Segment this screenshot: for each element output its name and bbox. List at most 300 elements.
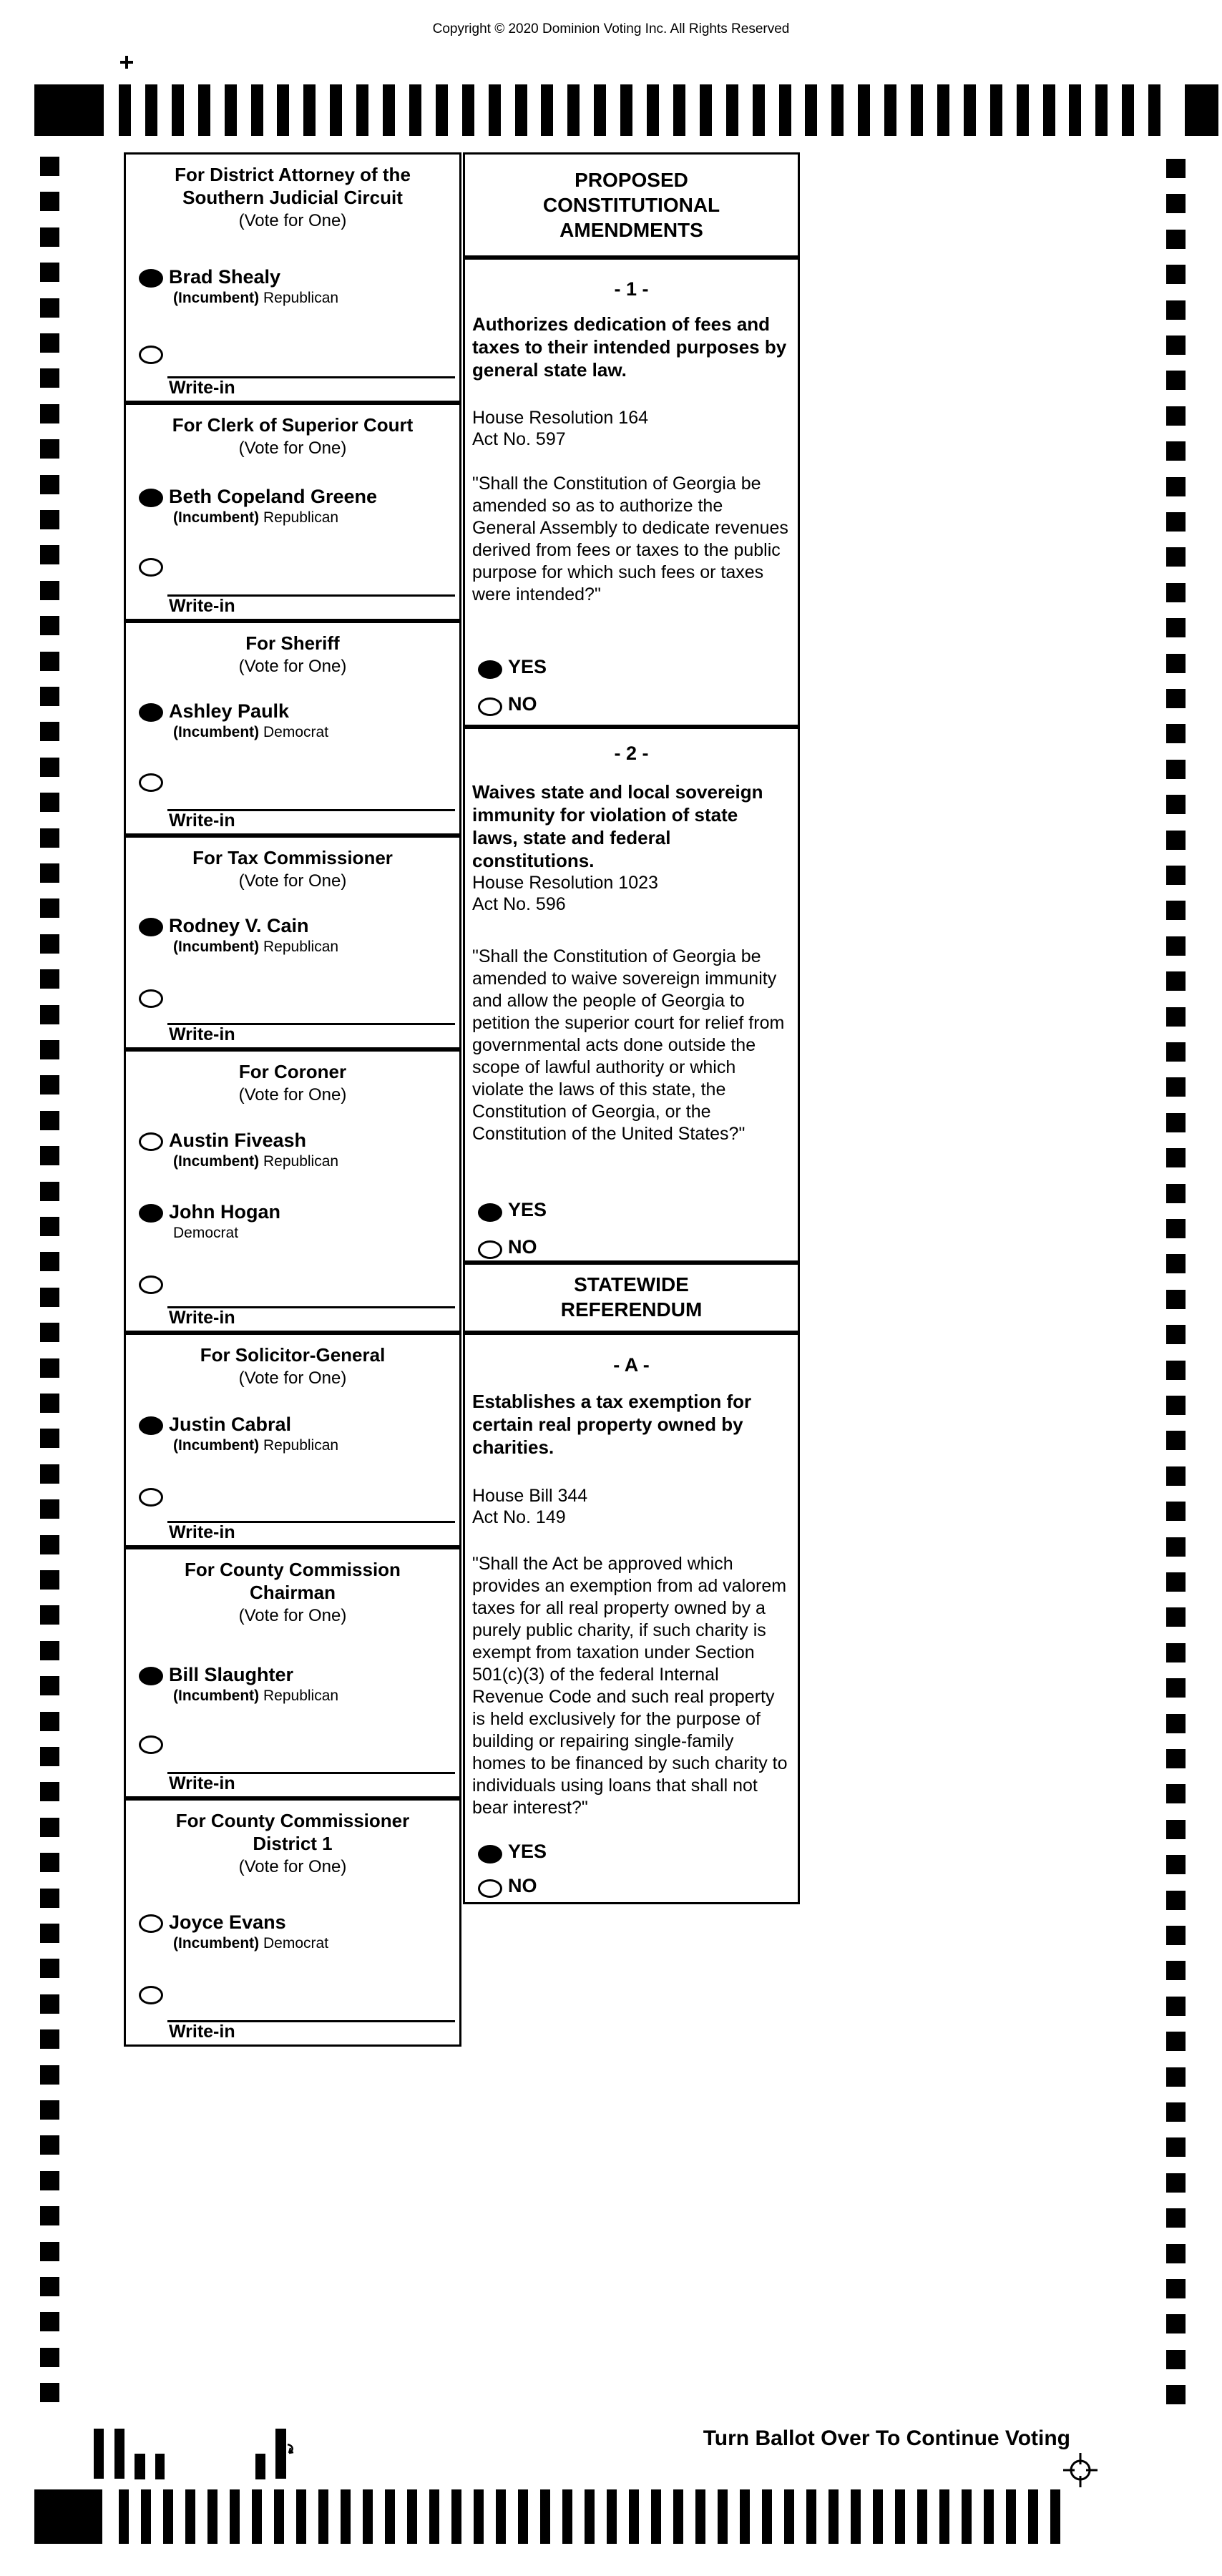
timing-mark-right: [1166, 1749, 1186, 1768]
timing-mark-bottom: [873, 2489, 883, 2544]
timing-mark-right: [1166, 1537, 1186, 1557]
timing-mark-left: [40, 1146, 59, 1165]
no-option: [465, 1875, 798, 1908]
candidate-detail: [173, 290, 338, 307]
timing-mark-left: [40, 475, 59, 494]
timing-mark-left: [40, 2135, 59, 2155]
contest-box: [124, 152, 461, 403]
timing-mark-top: [700, 84, 712, 136]
timing-block-top-right: [1185, 84, 1218, 136]
timing-mark-right: [1166, 1714, 1186, 1733]
timing-mark-top: [277, 84, 289, 136]
copyright-text: Copyright © 2020 Dominion Voting Inc. All Rights Reserved: [432, 21, 790, 36]
contest-box: [124, 1547, 461, 1798]
candidate-option: [126, 266, 459, 320]
timing-mark-left: [40, 439, 59, 459]
timing-mark-top: [567, 84, 580, 136]
timing-mark-bottom: [718, 2489, 728, 2544]
yes-label: YES: [508, 1199, 547, 1220]
plus-registration-mark: [120, 56, 133, 69]
vote-oval-filled[interactable]: [139, 703, 163, 722]
timing-mark-left: [40, 1005, 59, 1024]
candidate-detail: [173, 1153, 338, 1170]
timing-mark-right: [1166, 2067, 1186, 2087]
barcode-bar-short: [135, 2454, 145, 2479]
timing-mark-top: [726, 84, 738, 136]
timing-mark-bottom: [141, 2489, 151, 2544]
timing-mark-left: [40, 1994, 59, 2014]
timing-mark-right: [1166, 1396, 1186, 1415]
candidate-detail: [173, 1437, 338, 1454]
timing-mark-bottom: [363, 2489, 373, 2544]
timing-mark-top: [383, 84, 395, 136]
party-label: Democrat: [263, 1935, 329, 1951]
no-label: NO: [508, 693, 537, 715]
timing-mark-right: [1166, 1855, 1186, 1874]
timing-mark-right: [1166, 760, 1186, 779]
timing-mark-right: [1166, 901, 1186, 920]
crosshair-registration-icon: [1062, 2452, 1099, 2489]
timing-mark-right: [1166, 371, 1186, 390]
timing-mark-right: [1166, 1643, 1186, 1662]
timing-mark-left: [40, 1429, 59, 1448]
timing-mark-left: [40, 1040, 59, 1059]
timing-mark-left: [40, 263, 59, 282]
timing-mark-left: [40, 758, 59, 777]
timing-mark-right: [1166, 194, 1186, 213]
candidate-detail: [173, 939, 338, 956]
contest-title-line: District 1: [253, 1833, 333, 1854]
header-line: STATEWIDE: [574, 1273, 689, 1296]
timing-mark-bottom: [607, 2489, 617, 2544]
timing-mark-left: [40, 1217, 59, 1236]
vote-oval-filled[interactable]: [139, 269, 163, 288]
timing-mark-left: [40, 1464, 59, 1484]
candidate-name: Joyce Evans: [169, 1911, 286, 1933]
header-line: PROPOSED: [575, 169, 688, 191]
vote-oval-empty[interactable]: [139, 1132, 163, 1151]
timing-mark-right: [1166, 1891, 1186, 1910]
timing-mark-right: [1166, 1184, 1186, 1203]
yes-option: [465, 1199, 798, 1232]
measure-number: - 2 -: [614, 743, 649, 764]
contest-title: [129, 1343, 456, 1389]
no-label: NO: [508, 1875, 537, 1896]
vote-oval-filled[interactable]: [478, 660, 502, 679]
contest-box: [124, 621, 461, 836]
vote-oval-empty[interactable]: [139, 1488, 163, 1507]
timing-mark-left: [40, 333, 59, 353]
timing-mark-top: [198, 84, 210, 136]
timing-mark-top: [990, 84, 1002, 136]
contest-title-line: For County Commission: [185, 1559, 401, 1580]
timing-mark-right: [1166, 654, 1186, 673]
timing-mark-left: [40, 1535, 59, 1554]
vote-for-one-label: (Vote for One): [238, 871, 347, 891]
timing-mark-right: [1166, 547, 1186, 567]
timing-mark-top: [1122, 84, 1134, 136]
timing-mark-right: [1166, 336, 1186, 355]
timing-mark-bottom: [851, 2489, 861, 2544]
timing-mark-left: [40, 368, 59, 388]
timing-mark-left: [40, 828, 59, 848]
timing-mark-right: [1166, 1926, 1186, 1945]
vote-oval-empty[interactable]: [478, 697, 502, 716]
timing-mark-left: [40, 1889, 59, 1908]
header-line: AMENDMENTS: [559, 219, 703, 241]
party-label: Democrat: [173, 1225, 239, 1241]
contest-title: [129, 413, 456, 459]
contest-box: [124, 1049, 461, 1333]
timing-mark-right: [1166, 265, 1186, 284]
timing-mark-top: [884, 84, 896, 136]
vote-oval-empty[interactable]: [139, 1735, 163, 1754]
barcode-bar-short: [255, 2454, 265, 2479]
incumbent-label: (Incumbent): [173, 1935, 260, 1951]
timing-mark-bottom: [939, 2489, 949, 2544]
party-label: Republican: [263, 1153, 339, 1170]
no-option: [465, 693, 798, 726]
vote-oval-empty[interactable]: [139, 773, 163, 792]
timing-mark-bottom: [318, 2489, 328, 2544]
timing-mark-left: [40, 934, 59, 954]
timing-mark-bottom: [518, 2489, 528, 2544]
contest-title: [129, 846, 456, 892]
party-label: Republican: [263, 290, 339, 306]
timing-mark-left: [40, 1111, 59, 1130]
candidate-name: Bill Slaughter: [169, 1664, 294, 1685]
timing-mark-right: [1166, 1361, 1186, 1380]
header-line: CONSTITUTIONAL: [542, 194, 720, 216]
barcode-bar-tall: [114, 2429, 124, 2479]
vote-for-one-label: (Vote for One): [238, 657, 347, 676]
timing-mark-left: [40, 227, 59, 247]
contest-title-line: For District Attorney of the: [175, 164, 411, 185]
vote-oval-empty[interactable]: [478, 1879, 502, 1898]
incumbent-label: (Incumbent): [173, 724, 260, 740]
timing-mark-bottom: [163, 2489, 173, 2544]
contest-title-line: For Sheriff: [245, 632, 340, 654]
timing-mark-left: [40, 1747, 59, 1766]
timing-mark-bottom: [895, 2489, 905, 2544]
timing-mark-right: [1166, 2350, 1186, 2369]
referendum-header: [463, 1263, 800, 1333]
timing-mark-right: [1166, 1784, 1186, 1803]
timing-mark-right: [1166, 441, 1186, 461]
timing-mark-bottom: [496, 2489, 506, 2544]
timing-mark-left: [40, 1712, 59, 1731]
vote-oval-empty[interactable]: [139, 989, 163, 1008]
timing-mark-left: [40, 1182, 59, 1201]
timing-mark-right: [1166, 971, 1186, 991]
candidate-name: Rodney V. Cain: [169, 915, 309, 936]
writein-label: Write-in: [169, 1773, 235, 1793]
timing-mark-right: [1166, 1077, 1186, 1097]
measure-summary: Establishes a tax exemption for certain real property owned by charities.: [472, 1391, 752, 1458]
timing-mark-right: [1166, 1148, 1186, 1167]
timing-mark-left: [40, 1323, 59, 1342]
timing-mark-top: [937, 84, 949, 136]
candidate-name: John Hogan: [169, 1201, 280, 1223]
barcode-bar-short: [155, 2454, 165, 2479]
measure-summary: Authorizes dedication of fees and taxes to their intended purposes by general state law.: [472, 313, 787, 381]
timing-mark-left: [40, 1570, 59, 1590]
vote-oval-empty[interactable]: [139, 1275, 163, 1294]
measure-reference-line: House Bill 344: [472, 1486, 588, 1506]
timing-mark-right: [1166, 477, 1186, 496]
vote-for-one-label: (Vote for One): [238, 1857, 347, 1876]
timing-mark-right: [1166, 1042, 1186, 1062]
party-label: Republican: [263, 509, 339, 526]
measure-box: [463, 1333, 800, 1904]
timing-mark-right: [1166, 2244, 1186, 2263]
timing-mark-top: [858, 84, 870, 136]
measure-reference-line: House Resolution 1023: [472, 873, 658, 893]
candidate-option: [126, 700, 459, 755]
vote-oval-empty[interactable]: [139, 1914, 163, 1933]
party-label: Republican: [263, 939, 339, 955]
small-arrow-glyph: [285, 2444, 295, 2459]
no-label: NO: [508, 1236, 537, 1258]
timing-mark-left: [40, 1641, 59, 1660]
timing-mark-left: [40, 2383, 59, 2402]
candidate-detail: [173, 509, 338, 527]
timing-mark-right: [1166, 1431, 1186, 1450]
timing-mark-right: [1166, 159, 1186, 178]
timing-mark-top: [1017, 84, 1029, 136]
writein-label: Write-in: [169, 1308, 235, 1328]
timing-mark-bottom: [1006, 2489, 1016, 2544]
timing-mark-bottom: [1028, 2489, 1038, 2544]
timing-mark-right: [1166, 230, 1186, 249]
timing-mark-right: [1166, 936, 1186, 956]
timing-mark-top: [911, 84, 923, 136]
timing-mark-left: [40, 1605, 59, 1625]
timing-mark-bottom: [1050, 2489, 1060, 2544]
timing-mark-right: [1166, 1678, 1186, 1698]
yes-option: [465, 656, 798, 689]
timing-mark-top: [831, 84, 844, 136]
timing-mark-bottom: [274, 2489, 284, 2544]
timing-mark-top: [647, 84, 659, 136]
measure-question: "Shall the Constitution of Georgia be amended to waive sovereign immunity and allow the people of Georgia to petition the superior court for relief from governmental acts done outside the scope of lawful authority or which violate the laws of this state, the Constitution of Georgia, or the Constitution of the United States?": [472, 946, 785, 1144]
writein-label: Write-in: [169, 378, 235, 398]
timing-mark-bottom: [695, 2489, 705, 2544]
party-label: Democrat: [263, 724, 329, 740]
vote-oval-empty[interactable]: [139, 558, 163, 577]
turn-ballot-over-text: Turn Ballot Over To Continue Voting: [703, 2426, 1070, 2450]
timing-mark-bottom: [474, 2489, 484, 2544]
timing-mark-bottom: [828, 2489, 839, 2544]
timing-mark-right: [1166, 2208, 1186, 2228]
timing-mark-bottom: [740, 2489, 750, 2544]
measure-references: [472, 872, 788, 915]
timing-mark-left: [40, 1853, 59, 1872]
timing-mark-bottom: [784, 2489, 794, 2544]
candidate-name: Brad Shealy: [169, 266, 281, 288]
candidate-detail: [173, 1688, 338, 1705]
incumbent-label: (Incumbent): [173, 1688, 260, 1704]
header-line: REFERENDUM: [560, 1298, 703, 1321]
vote-oval-empty[interactable]: [139, 1986, 163, 2004]
timing-mark-right: [1166, 2137, 1186, 2157]
amendments-header-text: [468, 167, 795, 243]
timing-mark-top: [620, 84, 632, 136]
timing-mark-left: [40, 1358, 59, 1378]
timing-mark-right: [1166, 583, 1186, 602]
timing-mark-left: [40, 722, 59, 741]
timing-mark-bottom: [917, 2489, 927, 2544]
measure-reference-line: House Resolution 164: [472, 408, 648, 428]
contest-title: [129, 1060, 456, 1106]
timing-mark-top: [119, 84, 131, 136]
timing-mark-left: [40, 1959, 59, 1978]
timing-mark-left: [40, 1288, 59, 1307]
vote-for-one-label: (Vote for One): [238, 1085, 347, 1105]
timing-block-top-left: [34, 84, 104, 136]
contest-box: [124, 403, 461, 621]
party-label: Republican: [263, 1437, 339, 1454]
measure-question: "Shall the Act be approved which provides an exemption from ad valorem taxes for all real property owned by a purely public charity, if such charity is exempt from taxation under Section 501(c)(3) of the federal Internal Revenue Code and such real property is held exclusively for the purpose of building or repairing single-family homes to be financed by such charity to individuals using loans that shall not bear interest?": [472, 1554, 788, 1818]
timing-mark-left: [40, 1394, 59, 1413]
contest-title-line: Southern Judicial Circuit: [182, 187, 403, 208]
timing-mark-top: [1069, 84, 1081, 136]
incumbent-label: (Incumbent): [173, 509, 260, 526]
measure-references: [472, 407, 788, 450]
timing-mark-top: [1095, 84, 1108, 136]
timing-mark-left: [40, 2171, 59, 2190]
writein-label: Write-in: [169, 1522, 235, 1542]
timing-mark-right: [1166, 1290, 1186, 1309]
contest-box: [124, 836, 461, 1049]
contest-title-line: Chairman: [250, 1582, 336, 1603]
candidate-option: [126, 1664, 459, 1718]
timing-mark-top: [541, 84, 553, 136]
candidate-option: [126, 1416, 459, 1468]
measure-number: - 1 -: [614, 278, 649, 300]
candidate-detail: [173, 1935, 328, 1952]
candidate-option: [126, 1911, 459, 1966]
timing-mark-right: [1166, 512, 1186, 532]
timing-mark-right: [1166, 1113, 1186, 1132]
timing-mark-top: [172, 84, 184, 136]
candidate-option: [126, 915, 459, 969]
timing-mark-top: [1043, 84, 1055, 136]
timing-mark-bottom: [429, 2489, 439, 2544]
timing-mark-bottom: [207, 2489, 217, 2544]
timing-mark-bottom: [673, 2489, 683, 2544]
timing-mark-bottom: [984, 2489, 994, 2544]
timing-mark-top: [964, 84, 976, 136]
timing-mark-top: [805, 84, 817, 136]
timing-mark-right: [1166, 689, 1186, 708]
measure-question: "Shall the Constitution of Georgia be amended so as to authorize the General Assembly to dedicate revenues derived from fees or taxes to the public purpose for which such fees or taxes were intended?": [472, 474, 788, 604]
barcode-bar-tall: [275, 2429, 286, 2479]
timing-mark-bottom: [119, 2489, 129, 2544]
timing-mark-left: [40, 1924, 59, 1943]
timing-mark-left: [40, 2242, 59, 2261]
vote-for-one-label: (Vote for One): [238, 211, 347, 230]
contest-title-line: For Tax Commissioner: [192, 847, 393, 868]
timing-mark-right: [1166, 2102, 1186, 2122]
vote-oval-filled[interactable]: [139, 489, 163, 507]
vote-oval-filled[interactable]: [139, 1667, 163, 1685]
timing-mark-left: [40, 652, 59, 671]
timing-mark-bottom: [185, 2489, 195, 2544]
timing-mark-right: [1166, 2314, 1186, 2333]
timing-mark-left: [40, 192, 59, 211]
timing-mark-right: [1166, 866, 1186, 885]
contest-box: [124, 1333, 461, 1547]
candidate-detail: [173, 1225, 238, 1242]
vote-for-one-label: (Vote for One): [238, 1606, 347, 1625]
measure-summary: Waives state and local sovereign immunity for violation of state laws, state and federal constitutions.: [472, 781, 763, 871]
candidate-option: [126, 1201, 459, 1255]
timing-mark-left: [40, 157, 59, 176]
timing-mark-top: [145, 84, 157, 136]
timing-mark-top: [436, 84, 448, 136]
vote-oval-filled[interactable]: [478, 1203, 502, 1222]
timing-mark-bottom: [296, 2489, 306, 2544]
timing-mark-left: [40, 2206, 59, 2225]
incumbent-label: (Incumbent): [173, 1153, 260, 1170]
vote-for-one-label: (Vote for One): [238, 439, 347, 458]
timing-mark-bottom: [806, 2489, 816, 2544]
referendum-header-text: [468, 1272, 795, 1322]
timing-mark-right: [1166, 1219, 1186, 1238]
timing-mark-left: [40, 298, 59, 318]
candidate-option: [126, 1132, 459, 1184]
timing-mark-top: [409, 84, 421, 136]
timing-mark-right: [1166, 1007, 1186, 1027]
timing-mark-left: [40, 2312, 59, 2331]
timing-mark-left: [40, 510, 59, 529]
measure-references: [472, 1485, 788, 1528]
timing-mark-bottom: [451, 2489, 461, 2544]
timing-mark-top: [303, 84, 316, 136]
timing-mark-right: [1166, 618, 1186, 637]
timing-mark-top: [489, 84, 501, 136]
yes-label: YES: [508, 656, 547, 677]
timing-mark-bottom: [629, 2489, 639, 2544]
timing-mark-right: [1166, 406, 1186, 426]
timing-mark-right: [1166, 2173, 1186, 2193]
vote-oval-empty[interactable]: [478, 1240, 502, 1259]
timing-mark-bottom: [230, 2489, 240, 2544]
candidate-detail: [173, 724, 328, 741]
timing-mark-bottom: [341, 2489, 351, 2544]
vote-oval-filled[interactable]: [478, 1845, 502, 1864]
contest-title-line: For Solicitor-General: [200, 1344, 386, 1366]
vote-oval-empty[interactable]: [139, 346, 163, 364]
timing-mark-top: [779, 84, 791, 136]
timing-mark-bottom: [962, 2489, 972, 2544]
timing-mark-right: [1166, 1325, 1186, 1344]
timing-mark-left: [40, 793, 59, 812]
timing-mark-left: [40, 687, 59, 706]
timing-mark-top: [462, 84, 474, 136]
timing-mark-bottom: [762, 2489, 772, 2544]
timing-mark-left: [40, 2348, 59, 2367]
timing-mark-bottom: [651, 2489, 661, 2544]
timing-mark-left: [40, 969, 59, 989]
yes-option: [465, 1841, 798, 1874]
vote-oval-filled[interactable]: [139, 918, 163, 936]
vote-oval-filled[interactable]: [139, 1204, 163, 1223]
incumbent-label: (Incumbent): [173, 1437, 260, 1454]
vote-oval-filled[interactable]: [139, 1416, 163, 1435]
candidate-option: [126, 486, 459, 540]
